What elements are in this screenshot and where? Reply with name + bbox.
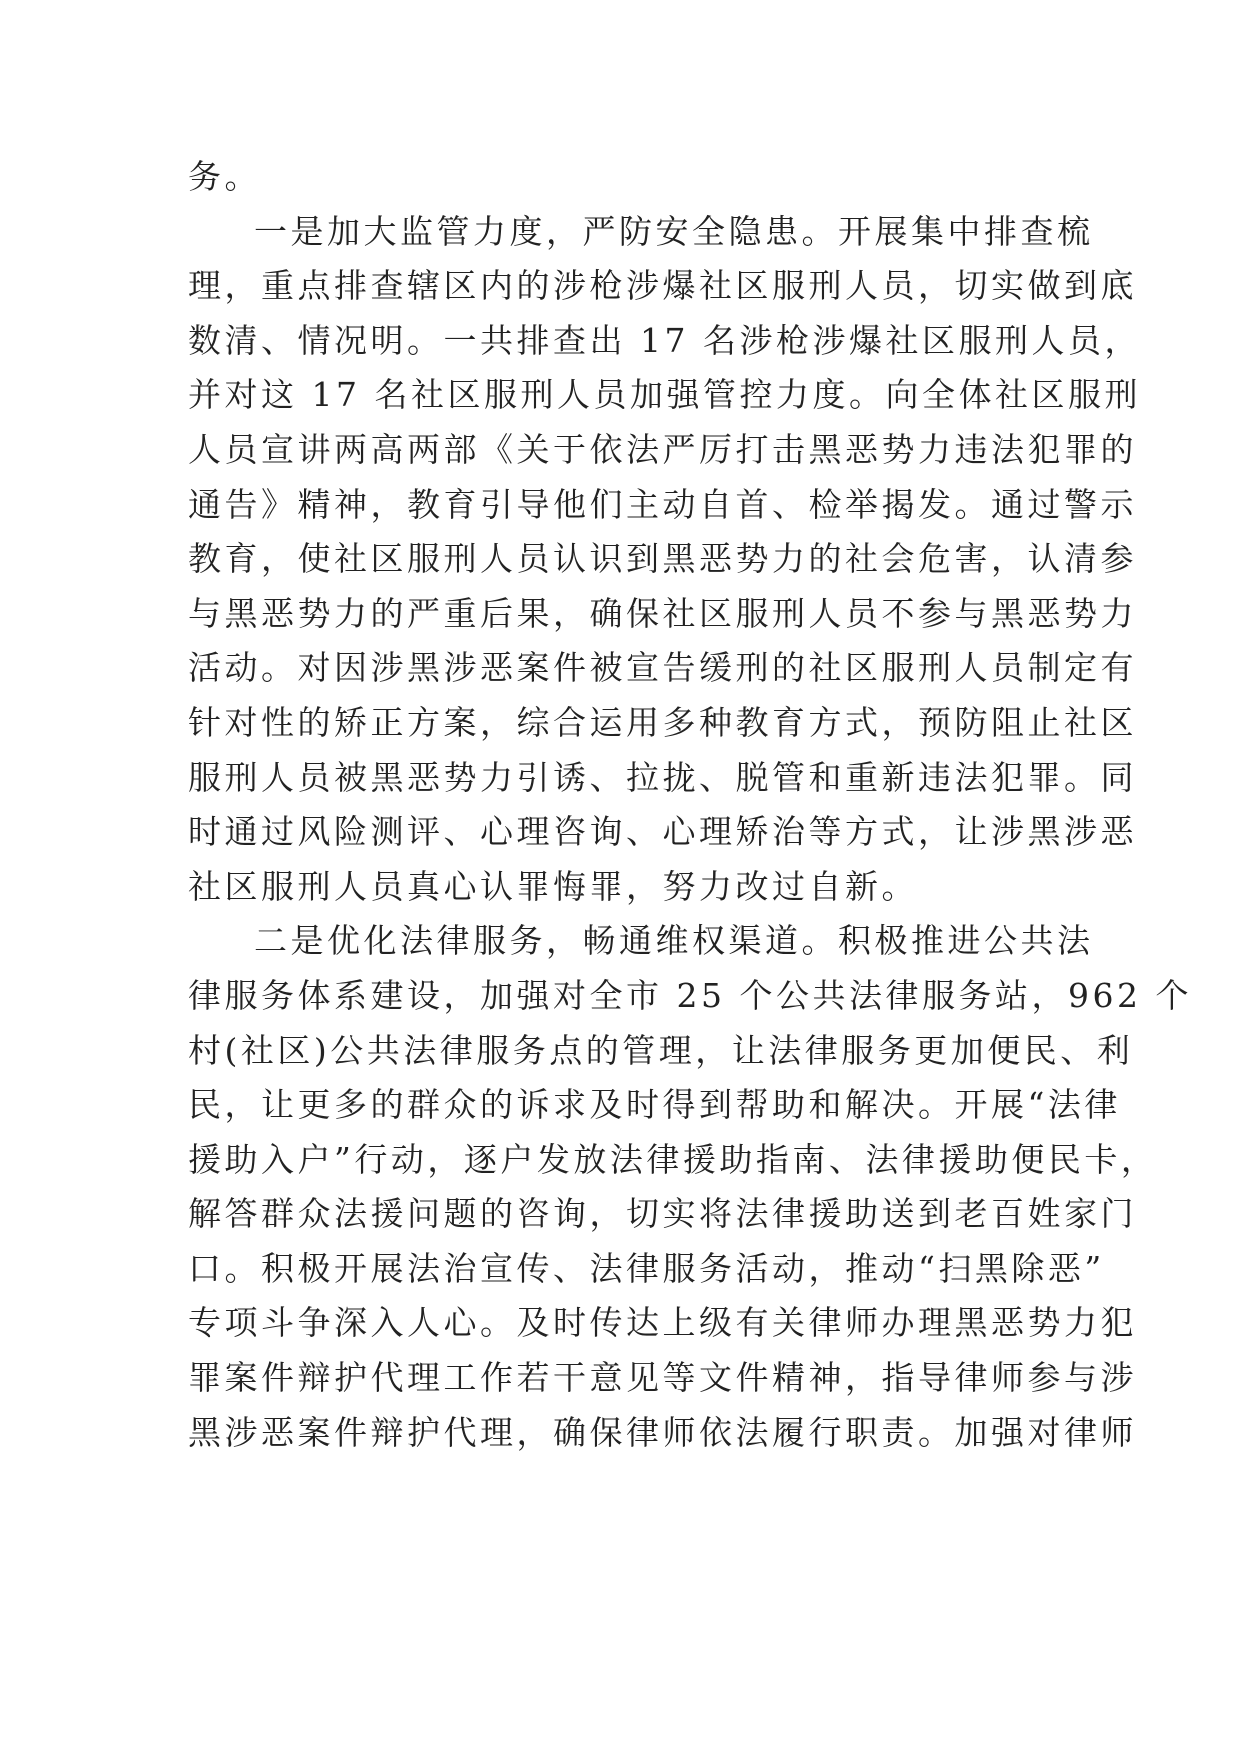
text-line: 援助入户”行动，逐户发放法律援助指南、法律援助便民卡， [188, 1139, 1158, 1179]
text-line: 理，重点排查辖区内的涉枪涉爆社区服刑人员，切实做到底 [188, 266, 1137, 306]
text-line: 时通过风险测评、心理咨询、心理矫治等方式，让涉黑涉恶 [188, 812, 1137, 852]
text-line: 服刑人员被黑恶势力引诱、拉拢、脱管和重新违法犯罪。同 [188, 757, 1137, 797]
text-line: 针对性的矫正方案，综合运用多种教育方式，预防阻止社区 [188, 702, 1137, 742]
text-line: 与黑恶势力的严重后果，确保社区服刑人员不参与黑恶势力 [188, 593, 1137, 633]
text-line: 人员宣讲两高两部《关于依法严厉打击黑恶势力违法犯罪的 [188, 429, 1137, 469]
text-line: 解答群众法援问题的咨询，切实将法律援助送到老百姓家门 [188, 1194, 1137, 1234]
text-line: 务。 [188, 157, 261, 196]
text-line: 罪案件辩护代理工作若干意见等文件精神，指导律师参与涉 [188, 1358, 1137, 1398]
text-line: 村(社区)公共法律服务点的管理，让法律服务更加便民、利 [188, 1030, 1134, 1070]
body-text [188, 150, 1192, 1460]
text-line: 社区服刑人员真心认罪悔罪，努力改过自新。 [188, 866, 918, 906]
text-line: 民，让更多的群众的诉求及时得到帮助和解决。开展“法律 [188, 1085, 1121, 1125]
paragraph-start-line: 一是加大监管力度，严防安全隐患。开展集中排查梳 [254, 211, 1094, 251]
text-line: 数清、情况明。一共排查出 17 名涉枪涉爆社区服刑人员， [188, 320, 1141, 360]
text-line: 律服务体系建设，加强对全市 25 个公共法律服务站，962 个 [188, 975, 1192, 1015]
text-line: 并对这 17 名社区服刑人员加强管控力度。向全体社区服刑 [188, 375, 1141, 415]
text-line: 活动。对因涉黑涉恶案件被宣告缓刑的社区服刑人员制定有 [188, 648, 1137, 688]
text-line: 专项斗争深入人心。及时传达上级有关律师办理黑恶势力犯 [188, 1303, 1137, 1343]
paragraph-start-line: 二是优化法律服务，畅通维权渠道。积极推进公共法 [254, 921, 1094, 961]
text-line: 黑涉恶案件辩护代理，确保律师依法履行职责。加强对律师 [188, 1412, 1137, 1452]
text-line: 教育，使社区服刑人员认识到黑恶势力的社会危害，认清参 [188, 539, 1137, 579]
text-line: 通告》精神，教育引导他们主动自首、检举揭发。通过警示 [188, 484, 1137, 524]
text-line: 口。积极开展法治宣传、法律服务活动，推动“扫黑除恶” [188, 1248, 1105, 1288]
